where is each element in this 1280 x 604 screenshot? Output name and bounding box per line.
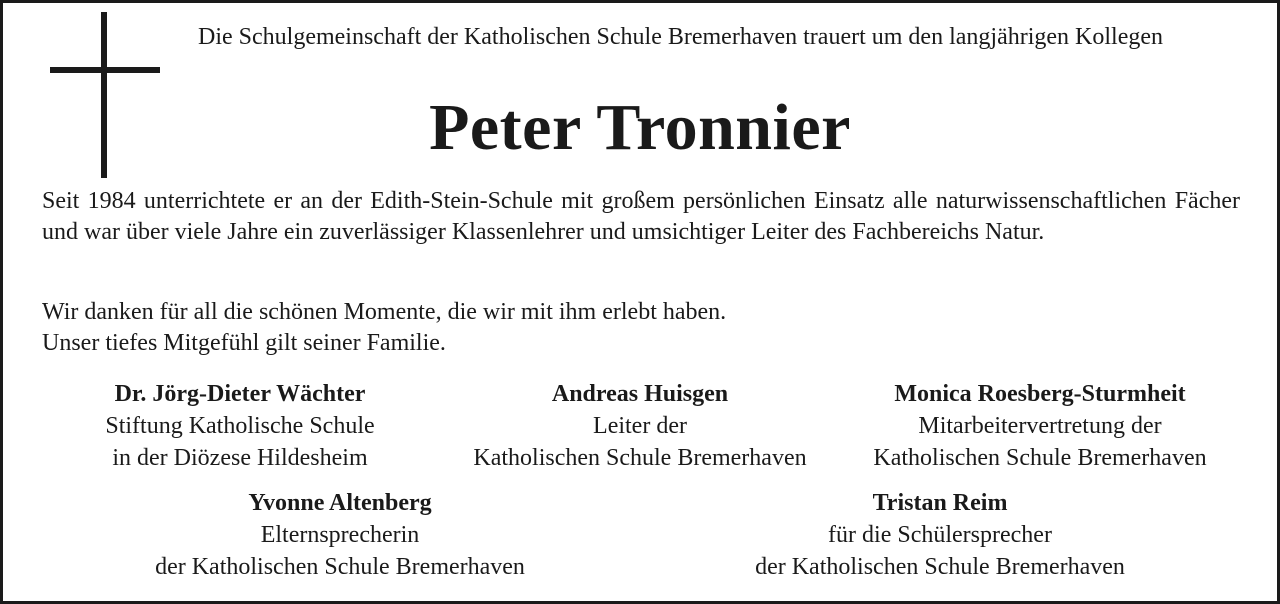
signatory-name: Dr. Jörg-Dieter Wächter	[114, 381, 366, 407]
condolence-line-thanks: Wir danken für all die schönen Momente, die wir mit ihm erlebt haben.	[42, 299, 727, 325]
signatory	[740, 487, 1140, 583]
signatory-role: für die Schülersprecher	[828, 522, 1052, 548]
signatory-organization: der Katholischen Schule Bremerhaven	[155, 554, 525, 580]
signatory-role: Mitarbeitervertretung der	[918, 413, 1162, 439]
signatory-name: Andreas Huisgen	[551, 381, 729, 407]
signatory-name: Tristan Reim	[872, 490, 1008, 516]
signatory	[40, 378, 440, 474]
signatory-role: Stiftung Katholische Schule	[105, 413, 375, 439]
biography-paragraph: Seit 1984 unterrichtete er an der Edith-Stein-Schule mit großem persönlichen Einsatz alle naturwissenschaftlichen Fächer und war über viele Jahre ein zuverlässiger Klassenlehrer und umsichtiger Leiter des Fachbereichs Natur.	[42, 188, 1240, 245]
signatory-organization: der Katholischen Schule Bremerhaven	[755, 554, 1125, 580]
intro-text: Die Schulgemeinschaft der Katholischen Schule Bremerhaven trauert um den langjährigen Kollegen	[198, 24, 1164, 50]
condolence-line-sympathy: Unser tiefes Mitgefühl gilt seiner Familie.	[42, 330, 446, 356]
signatory	[840, 378, 1240, 474]
signatory-role: Elternsprecherin	[260, 522, 420, 548]
signatory-name: Yvonne Altenberg	[248, 490, 432, 516]
signatory-role: Leiter der	[593, 413, 687, 439]
signatory	[140, 487, 540, 583]
signatory-organization: Katholischen Schule Bremerhaven	[473, 445, 807, 471]
condolence-paragraph	[42, 297, 1240, 359]
signatory-name: Monica Roesberg-Sturmheit	[894, 381, 1186, 407]
signatory-organization: in der Diözese Hildesheim	[112, 445, 368, 471]
deceased-name: Peter Tronnier	[429, 91, 851, 164]
signatory	[440, 378, 840, 474]
cross-horizontal-bar	[50, 67, 160, 73]
signatory-organization: Katholischen Schule Bremerhaven	[873, 445, 1207, 471]
